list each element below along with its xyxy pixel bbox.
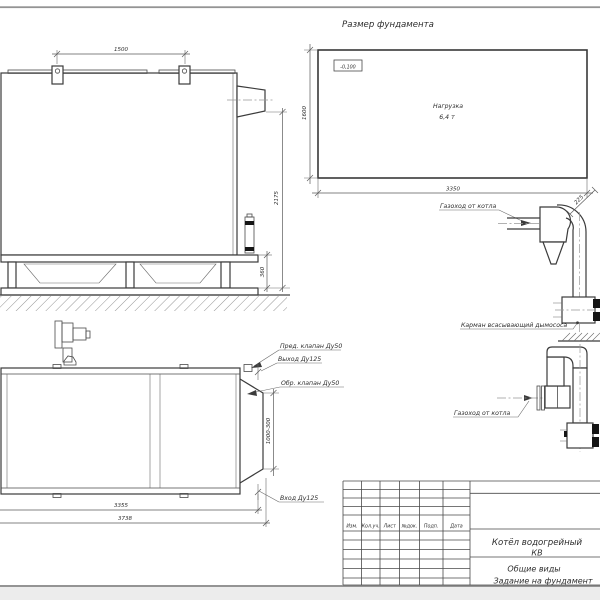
- load-value: 6,4 т: [439, 114, 455, 121]
- front-dim: 1000-300: [266, 417, 272, 445]
- boiler-side-view: [0, 47, 290, 311]
- doc-type-line2: Задание на фундамент: [493, 576, 593, 586]
- safety-valve-label: Пред. клапан Ду50: [280, 343, 343, 350]
- flange-black: [592, 424, 599, 434]
- flue-detail-lower: [453, 344, 599, 452]
- product-code: КВ: [531, 548, 543, 558]
- boiler-height-dim: 2175: [274, 191, 280, 205]
- flue-outlet: [237, 86, 265, 117]
- overall-length-dim: 3738: [118, 516, 132, 522]
- leader-arrow: [247, 390, 257, 396]
- foundation-plan: [302, 44, 593, 198]
- flange-black: [593, 299, 600, 308]
- foundation-title: Размер фундамента: [342, 20, 434, 30]
- foundation-width-dim: 3350: [446, 186, 460, 193]
- lug-spacing-dim: 1500: [114, 47, 128, 53]
- tb-col-izm: Изм.: [346, 524, 358, 530]
- product-name: Котёл водогрейный: [491, 538, 583, 548]
- tb-col-list: Лист: [383, 524, 396, 530]
- sheet-top-edge: [0, 6, 600, 8]
- cyclone-scroll: [540, 207, 571, 242]
- base-frame: [1, 255, 258, 295]
- tb-col-koluch: Кол.уч.: [361, 524, 380, 530]
- frame-height-dim: 360: [260, 266, 266, 278]
- burner-assembly: [55, 321, 90, 365]
- outlet-label: Выход Ду125: [278, 356, 322, 363]
- level-mark: -0,100: [340, 65, 356, 71]
- flue-detail-upper: [439, 187, 600, 341]
- safety-valve-stub: [244, 365, 252, 372]
- length-dim: 3355: [114, 503, 128, 509]
- drain-fitting: [245, 214, 254, 253]
- boiler-plan-view: [0, 321, 344, 527]
- lifting-lug: [52, 66, 63, 84]
- flue-duct-label: Газоход от котла: [440, 203, 497, 210]
- tb-col-data: Дата: [450, 524, 463, 530]
- inlet-label: Вход Ду125: [280, 495, 319, 502]
- floor-hatch: [562, 333, 600, 341]
- riser-duct: [547, 357, 564, 386]
- flange-black: [593, 312, 600, 321]
- leader-arrow: [521, 220, 531, 226]
- lower-pocket-box: [567, 423, 593, 448]
- title-block: [343, 481, 600, 586]
- flue-offset-dim: 225: [573, 194, 586, 207]
- flue-duct-label: Газоход от котла: [454, 410, 511, 417]
- sheet-bottom-margin: [0, 587, 600, 600]
- ground-hatch: [0, 296, 287, 311]
- load-label: Нагрузка: [432, 103, 464, 110]
- leader-arrow: [251, 362, 262, 368]
- tb-col-ndok: №док.: [401, 524, 418, 530]
- leader-dot: [576, 321, 579, 324]
- cyclone-cone: [543, 242, 564, 264]
- pocket-label: Карман всасывающий дымососа: [461, 322, 568, 329]
- doc-type-line1: Общие виды: [507, 564, 561, 574]
- foundation-height-dim: 1600: [302, 106, 308, 120]
- tb-col-podp: Подп.: [423, 524, 439, 530]
- lifting-lug: [179, 66, 190, 84]
- flange-black: [592, 437, 599, 447]
- check-valve-label: Обр. клапан Ду50: [281, 380, 340, 387]
